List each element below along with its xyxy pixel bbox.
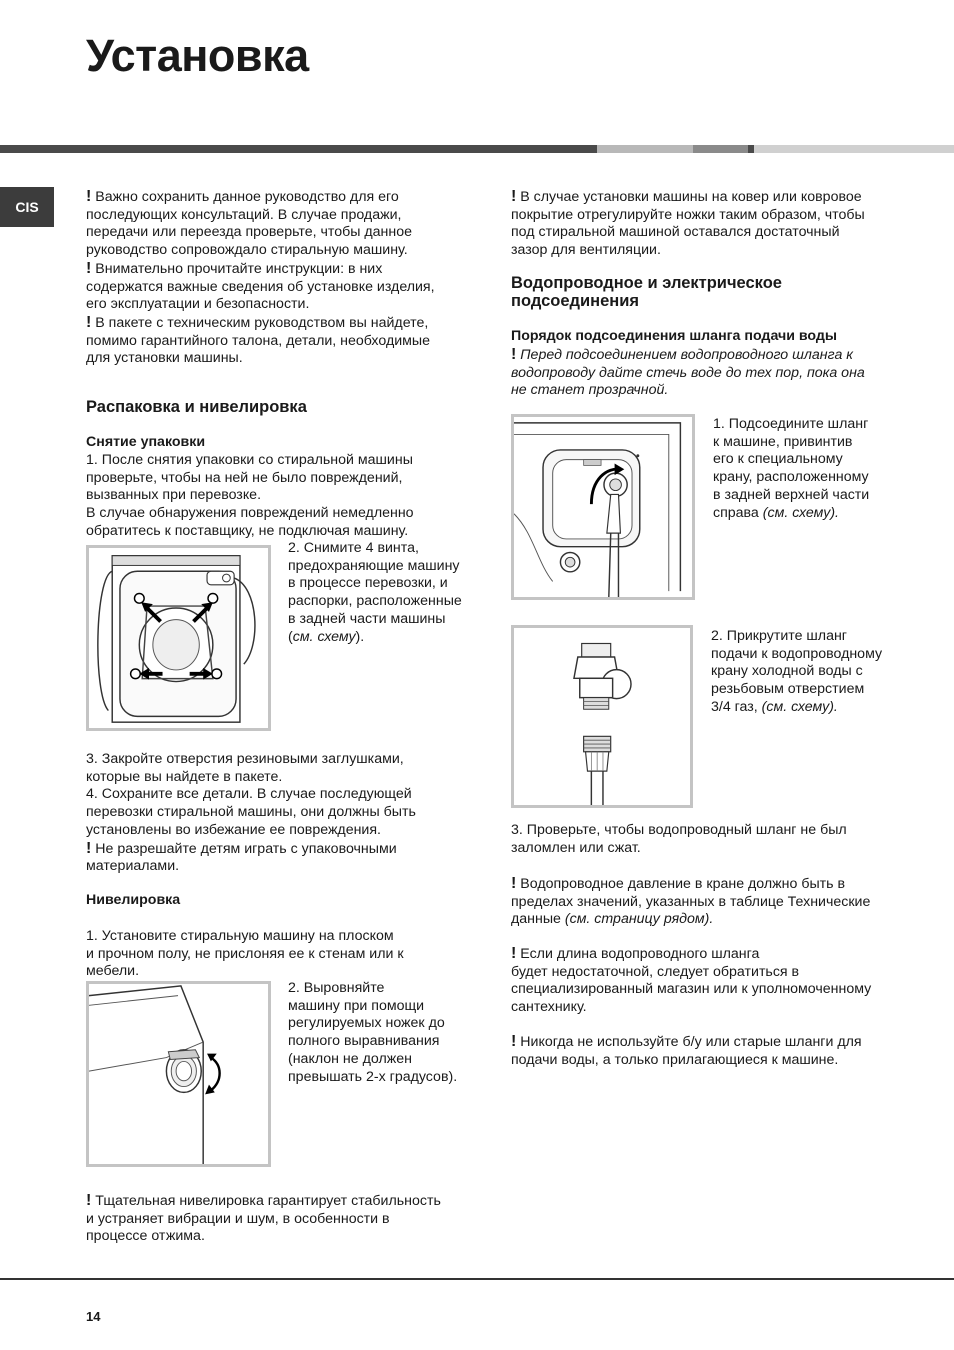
figure-leveling-foot xyxy=(86,981,271,1167)
level-step2: 2. Выровняйте машину при помощи регулируемых ножек до полного выравнивания (наклон не должен превышать 2-х градусов). xyxy=(288,980,458,1085)
hose-step3: 3. Проверьте, чтобы водопроводный шланг не был заломлен или сжат. xyxy=(511,822,847,856)
warning-icon: ! xyxy=(86,1192,92,1209)
header-bar-dark xyxy=(0,145,597,153)
figure-hose-connection xyxy=(511,414,695,600)
hose-italic-warning: ! Перед подсоединением водопроводного шланга к водопроводу дайте стечь воде до тех пор, пока она не станет прозрачной. xyxy=(511,346,865,399)
subheading-leveling: Нивелировка xyxy=(86,892,181,908)
hose-step1: 1. Подсоедините шланг к машине, привинтив его к специальному крану, расположенному в задней верхней части справа (см. схему). xyxy=(713,416,870,521)
header-bar-pale xyxy=(754,145,954,153)
leveling-foot-illustration xyxy=(89,984,268,1164)
figure-tap-thread xyxy=(511,625,693,808)
level-step1: 1. Установите стиральную машину на плоском и прочном полу, не прислоняя ее к стенам или к мебели. xyxy=(86,928,404,980)
page-title: Установка xyxy=(86,30,309,81)
level-warning: ! Тщательная нивелировка гарантирует стабильность и устраняет вибрации и шум, в особенности в процессе отжима. xyxy=(86,1192,441,1245)
subheading-hose: Порядок подсоединения шланга подачи воды xyxy=(511,328,838,344)
washer-back-illustration xyxy=(89,548,268,728)
tap-hose-illustration xyxy=(514,628,690,805)
warning-icon: ! xyxy=(511,945,517,962)
unpack-step1: 1. После снятия упаковки со стиральной машины проверьте, чтобы на ней не было повреждений, вызванных при перевозке. В случае обнаружения повреждений немедленно обратитесь к поставщику, не подключая машину. xyxy=(86,452,414,539)
hose-inlet-illustration xyxy=(514,417,692,597)
unpack-step2: 2. Снимите 4 винта, предохраняющие машину в процессе перевозки, и распорки, расположенные в задней части машины (см. схему). xyxy=(288,540,462,645)
warning-icon: ! xyxy=(511,346,517,363)
language-tag: CIS xyxy=(0,187,54,227)
footer-rule xyxy=(0,1278,954,1280)
warning-icon: ! xyxy=(86,188,92,205)
figure-transport-screws xyxy=(86,545,271,731)
warning-icon: ! xyxy=(511,188,517,205)
hose-step2: 2. Прикрутите шланг подачи к водопроводному крану холодной воды с резьбовым отверстием 3/4 газ, (см. схему). xyxy=(711,628,883,715)
warning-icon: ! xyxy=(86,839,92,857)
page-number: 14 xyxy=(86,1309,101,1324)
unpack-step3-4: 3. Закройте отверстия резиновыми заглушками, которые вы найдете в пакете. 4. Сохраните все детали. В случае последующей перевозки стиральной машины, они должны быть установлены во избежание ее повреждения. ! Не разрешайте детям играть с упаковочными материалами. xyxy=(86,751,416,875)
carpet-note: ! В случае установки машины на ковер или ковровое покрытие отрегулируйте ножки таким образом, чтобы под стиральной машиной оставался достаточный зазор для вентиляции. xyxy=(511,188,865,259)
section-title-unpacking: Распаковка и нивелировка xyxy=(86,398,307,416)
pressure-note: ! Водопроводное давление в кране должно быть в пределах значений, указанных в таблице Технические данные (см. страницу рядом). xyxy=(511,875,871,928)
subheading-unpack: Снятие упаковки xyxy=(86,434,206,450)
hose-length-note: ! Если длина водопроводного шланга будет недостаточной, следует обратиться в специализированный магазин или к уполномоченному сантехнику. xyxy=(511,945,872,1016)
old-hose-note: ! Никогда не используйте б/у или старые шланги для подачи воды, а только прилагающиеся к машине. xyxy=(511,1033,862,1068)
header-bar-light xyxy=(597,145,693,153)
warning-icon: ! xyxy=(511,875,517,892)
warning-icon: ! xyxy=(86,313,92,331)
intro-note-1: ! Важно сохранить данное руководство для его последующих консультаций. В случае продажи, передачи или переезда проверьте, чтобы данное руководство сопровождало стиральную машину. ! Внимательно прочитайте инструкции: в них содержатся важные сведения об установке изделия, его эксплуатации и безопасности. ! В пакете с техническим руководством вы найдете, помимо гарантийного талона, детали, необходимые для установки машины. xyxy=(86,188,435,367)
warning-icon: ! xyxy=(86,259,92,277)
header-bar-mid xyxy=(693,145,748,153)
section-title-water: Водопроводное и электрическое подсоединения xyxy=(511,274,782,310)
warning-icon: ! xyxy=(511,1033,517,1050)
